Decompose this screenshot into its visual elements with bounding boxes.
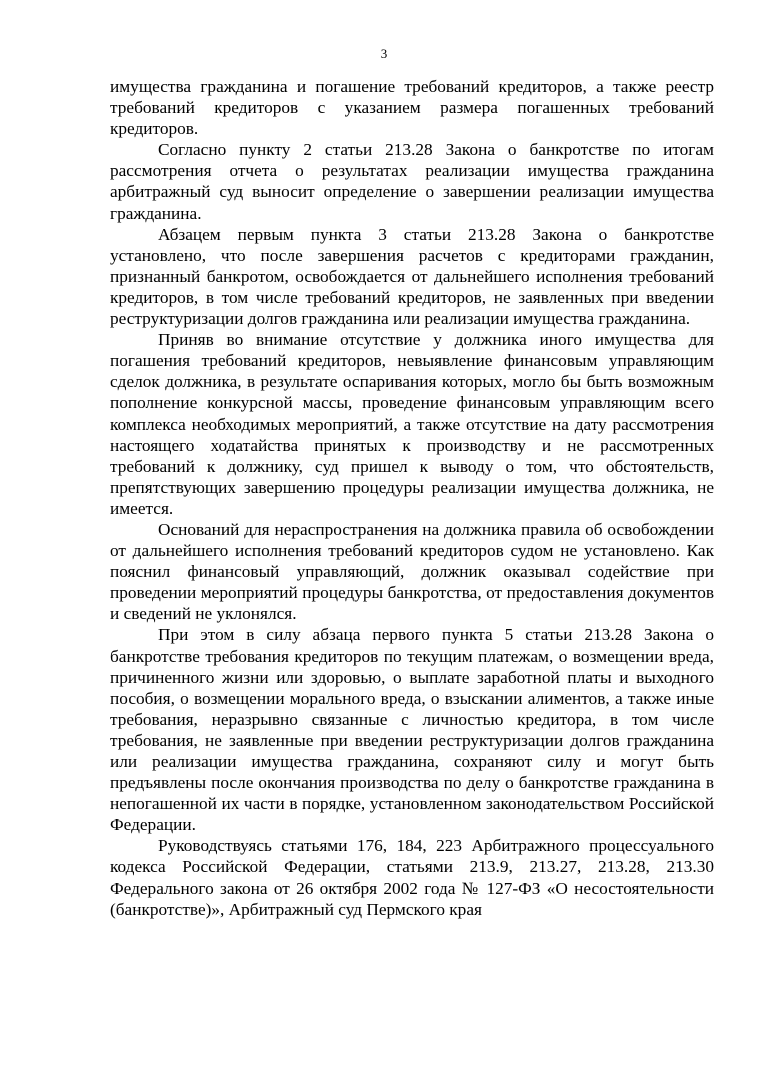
paragraph-1: имущества гражданина и погашение требований кредиторов, а также реестр требований кредиторов с указанием размера погашенных требований кредиторов. (110, 77, 714, 139)
paragraph-2: Согласно пункту 2 статьи 213.28 Закона о банкротстве по итогам рассмотрения отчета о результатах реализации имущества гражданина арбитражный суд выносит определение о завершении реализации имущества гражданина. (110, 140, 714, 223)
paragraph-4: Приняв во внимание отсутствие у должника иного имущества для погашения требований кредиторов, невыявление финансовым управляющим сделок должника, в результате оспаривания которых, могло бы быть возможным пополнение конкурсной массы, проведение финансовым управляющим всего комплекса необходимых мероприятий, а также отсутствие на дату рассмотрения настоящего ходатайства принятых к производству и не рассмотренных требований к должнику, суд пришел к выводу о том, что обстоятельств, препятствующих завершению процедуры реализации имущества должника, не имеется. (110, 330, 714, 518)
paragraph-3: Абзацем первым пункта 3 статьи 213.28 Закона о банкротстве установлено, что после завершения расчетов с кредиторами гражданин, признанный банкротом, освобождается от дальнейшего исполнения требований кредиторов, в том числе требований кредиторов, не заявленных при введении реструктуризации долгов гражданина или реализации имущества гражданина. (110, 224, 714, 329)
page-number: 3 (380, 46, 388, 61)
paragraph-5: Оснований для нераспространения на должника правила об освобождении от дальнейшего исполнения требований кредиторов судом не установлено. Как пояснил финансовый управляющий, должник оказывал содействие при проведении мероприятий процедуры банкротства, от предоставления документов и сведений не уклонялся. (110, 519, 714, 624)
paragraph-7: Руководствуясь статьями 176, 184, 223 Арбитражного процессуального кодекса Российской Федерации, статьями 213.9, 213.27, 213.28, 213.30 Федерального закона от 26 октября 2002 года № 127-ФЗ «О несостоятельности (банкротстве)», Арбитражный суд Пермского края (110, 836, 714, 919)
document-body (110, 76, 714, 920)
paragraph-6: При этом в силу абзаца первого пункта 5 статьи 213.28 Закона о банкротстве требования кредиторов по текущим платежам, о возмещении вреда, причиненного жизни или здоровью, о выплате заработной платы и выходного пособия, о возмещении морального вреда, о взыскании алиментов, а также иные требования, неразрывно связанные с личностью кредитора, в том числе требования, не заявленные при введении реструктуризации долгов гражданина или реализации имущества гражданина, сохраняют силу и могут быть предъявлены после окончания производства по делу о банкротстве гражданина в непогашенной их части в порядке, установленном законодательством Российской Федерации. (110, 625, 714, 835)
